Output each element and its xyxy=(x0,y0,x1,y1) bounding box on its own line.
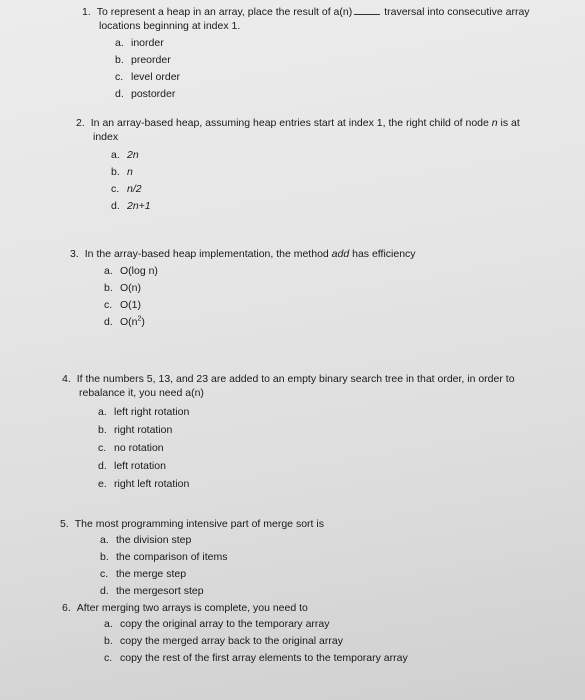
question-2-stem-line2: index xyxy=(93,131,119,143)
question-4-stem-line2: rebalance it, you need a(n) xyxy=(79,387,204,399)
option-c: c. O(1) xyxy=(104,299,141,311)
question-6 xyxy=(62,601,408,667)
option-a: a. left right rotation xyxy=(98,406,190,418)
option-c: c. the merge step xyxy=(100,568,187,580)
option-c: c. copy the rest of the first array elements to the temporary array xyxy=(104,652,408,664)
option-d: d. postorder xyxy=(115,88,176,100)
question-1-stem: 1. To represent a heap in an array, place the result of a(n) traversal into consecutive array xyxy=(82,6,530,18)
question-number: 2. xyxy=(76,117,85,129)
option-d: d. left rotation xyxy=(98,460,166,472)
question-number: 3. xyxy=(70,248,79,260)
question-1-stem-line2: locations beginning at index 1. xyxy=(99,20,241,32)
question-number: 6. xyxy=(62,602,71,614)
question-6-options xyxy=(62,616,408,667)
option-d: d. 2n+1 xyxy=(111,200,151,212)
question-2 xyxy=(76,116,520,215)
option-c: c. level order xyxy=(115,71,181,83)
option-b: b. copy the merged array back to the original array xyxy=(104,635,343,647)
question-6-stem: 6. After merging two arrays is complete, you need to xyxy=(62,602,308,614)
option-a: a. the division step xyxy=(100,534,192,546)
option-b: b. preorder xyxy=(115,54,171,66)
option-a: a. copy the original array to the temporary array xyxy=(104,618,330,630)
option-b: b. right rotation xyxy=(98,424,173,436)
option-a: a. O(log n) xyxy=(104,265,158,277)
question-5-stem: 5. The most programming intensive part of merge sort is xyxy=(60,518,324,530)
option-e: e. right left rotation xyxy=(98,478,190,490)
question-number: 5. xyxy=(60,518,69,530)
option-c: c. n/2 xyxy=(111,183,142,195)
answer-blank xyxy=(354,5,380,15)
option-b: b. the comparison of items xyxy=(100,551,228,563)
option-d: d. the mergesort step xyxy=(100,585,204,597)
option-d: d. $O(n^2)$ xyxy=(104,315,145,328)
question-2-options xyxy=(76,147,520,215)
option-b: b. O(n) xyxy=(104,282,141,294)
option-a: a. inorder xyxy=(115,37,164,49)
question-5-options xyxy=(60,532,324,600)
question-5 xyxy=(60,517,324,600)
question-number: 4. xyxy=(62,373,71,385)
question-1 xyxy=(82,5,530,103)
question-4-stem: 4. If the numbers 5, 13, and 23 are added to an empty binary search tree in that order, in order to xyxy=(62,373,515,385)
option-b: b. n xyxy=(111,166,133,178)
question-3 xyxy=(70,247,416,331)
option-c: c. no rotation xyxy=(98,442,164,454)
option-a: a. 2n xyxy=(111,149,139,161)
question-3-stem: 3. In the array-based heap implementation, the method add has efficiency xyxy=(70,248,416,260)
question-1-options xyxy=(82,35,530,103)
question-4-options xyxy=(62,403,515,493)
question-2-stem: 2. In an array-based heap, assuming heap entries start at index 1, the right child of node n is at xyxy=(76,117,520,129)
question-number: 1. xyxy=(82,6,91,18)
question-3-options xyxy=(70,263,416,331)
question-4 xyxy=(62,372,515,493)
